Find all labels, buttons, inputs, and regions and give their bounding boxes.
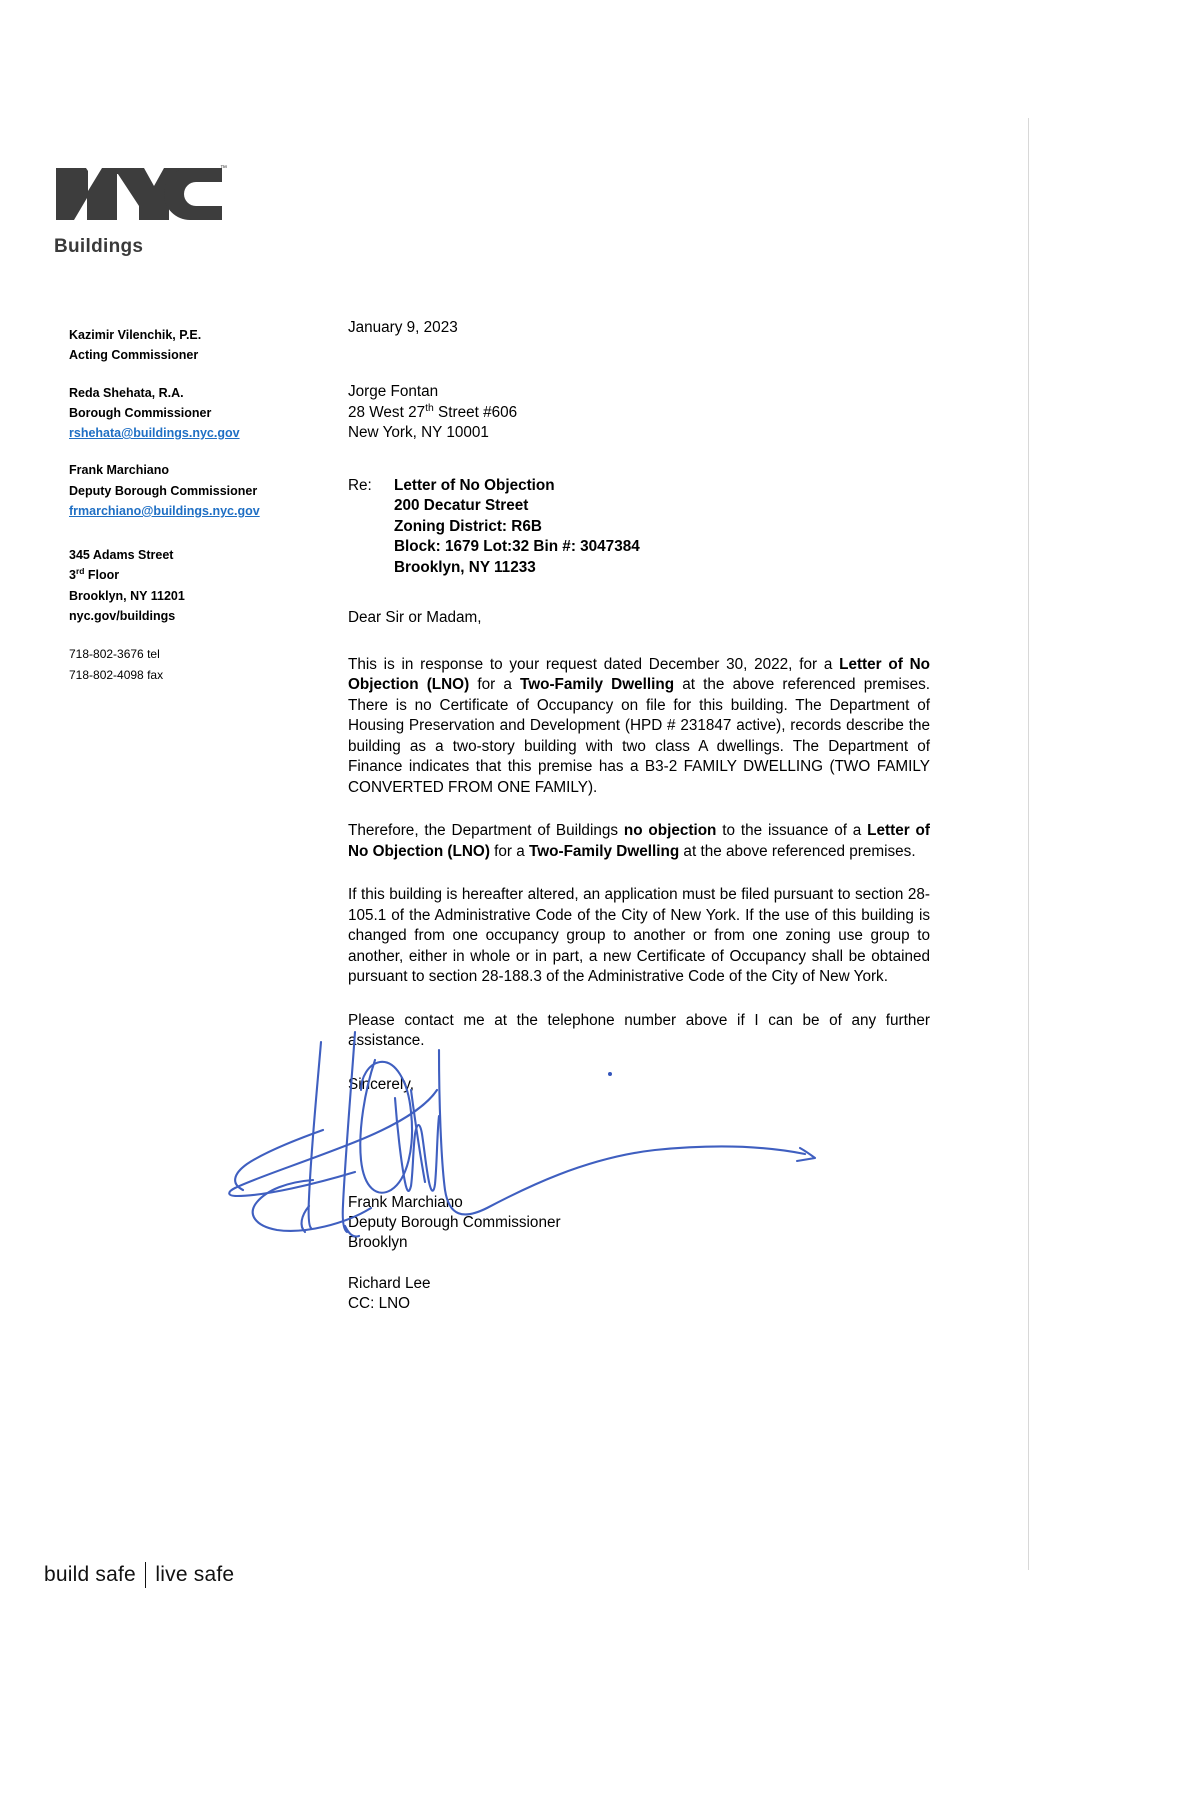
- p1-bold2: Two-Family Dwelling: [520, 676, 675, 694]
- sidebar-office-address: [69, 545, 301, 626]
- letter-date: January 9, 2023: [348, 319, 458, 336]
- p2-part1: Therefore, the Department of Buildings: [348, 822, 624, 840]
- footer-tagline: [44, 1562, 234, 1588]
- signer-borough: Brooklyn: [348, 1234, 408, 1252]
- office-fax: 718-802-4098 fax: [69, 667, 164, 682]
- office-city-state-zip: Brooklyn, NY 11201: [69, 588, 185, 603]
- sidebar-deputy-commissioner-block: [69, 460, 301, 521]
- deputy-commissioner-title: Deputy Borough Commissioner: [69, 483, 258, 498]
- closing: Sincerely,: [348, 1075, 415, 1093]
- tagline-divider: [145, 1562, 147, 1588]
- recipient-street: [348, 403, 930, 423]
- re-line-block-lot-bin: Block: 1679 Lot:32 Bin #: 3047384: [394, 538, 640, 556]
- re-line-address: 200 Decatur Street: [394, 497, 529, 515]
- p1-part2: for a: [469, 676, 521, 694]
- p2-part4: at the above referenced premises.: [679, 842, 916, 860]
- salutation: Dear Sir or Madam,: [348, 609, 482, 627]
- p2-bold1: no objection: [623, 822, 717, 840]
- commissioner-title: Acting Commissioner: [69, 348, 199, 363]
- logo-buildings-label: Buildings: [54, 236, 144, 257]
- re-subject-lines: [394, 476, 640, 578]
- paragraph-response: [348, 655, 930, 798]
- p2-part3: for a: [489, 842, 530, 860]
- sidebar-borough-commissioner-block: [69, 383, 301, 444]
- office-floor-ordinal: rd: [75, 566, 85, 577]
- cc-line: CC: LNO: [348, 1294, 411, 1312]
- signer-block: [348, 1193, 930, 1254]
- office-floor: [69, 565, 301, 585]
- p2-part2: to the issuance of a: [716, 822, 868, 840]
- p2-bold2: Letter of No Objection (LNO): [348, 822, 930, 860]
- recipient-name: Jorge Fontan: [348, 383, 439, 401]
- re-subject-block: [348, 476, 930, 578]
- signer-name: Frank Marchiano: [348, 1194, 463, 1212]
- page-margin-area: [1029, 0, 1200, 1800]
- re-line-zoning: Zoning District: R6B: [394, 517, 542, 535]
- signer-title: Deputy Borough Commissioner: [348, 1214, 561, 1232]
- p1-part1: This is in response to your request dated December 30, 2022, for a: [348, 655, 840, 673]
- paragraph-no-objection: [348, 821, 930, 862]
- paragraph-alteration-notice: If this building is hereafter altered, an application must be filed pursuant to section 28-105.1 of the Administrative Code of the City of New York. If the use of this building is changed from one occupancy group to another or from one zoning use group to another, either in whole or in part, a new Certificate of Occupancy shall be obtained pursuant to section 28-188.3 of the Administrative Code of the City of New York.: [348, 886, 930, 986]
- tagline-live-safe: live safe: [155, 1563, 235, 1586]
- office-street: 345 Adams Street: [69, 548, 174, 562]
- recipient-street-suffix: Street #606: [433, 403, 518, 421]
- office-telephone: 718-802-3676 tel: [69, 647, 160, 661]
- deputy-commissioner-name: Frank Marchiano: [69, 463, 170, 478]
- re-line-subject: Letter of No Objection: [394, 476, 555, 494]
- cc-block: [348, 1274, 930, 1314]
- tagline-build-safe: build safe: [44, 1563, 136, 1586]
- paragraph-contact: Please contact me at the telephone number above if I can be of any further assistance.: [348, 1011, 930, 1050]
- sidebar-commissioner-block: [69, 325, 301, 366]
- borough-commissioner-email-link[interactable]: rshehata@buildings.nyc.gov: [69, 426, 240, 440]
- ink-mark: [608, 1072, 612, 1076]
- commissioner-name: Kazimir Vilenchik, P.E.: [69, 328, 202, 342]
- sidebar-phone-block: [69, 644, 301, 685]
- recipient-street-ordinal: th: [425, 402, 434, 414]
- letter-body: [348, 318, 930, 1314]
- borough-commissioner-title: Borough Commissioner: [69, 405, 212, 420]
- svg-text:™: ™: [220, 165, 227, 172]
- re-line-city: Brooklyn, NY 11233: [394, 558, 536, 576]
- cc-name: Richard Lee: [348, 1274, 431, 1292]
- office-floor-suffix: Floor: [84, 568, 120, 583]
- borough-commissioner-name: Reda Shehata, R.A.: [69, 385, 184, 400]
- nyc-buildings-logo: [52, 158, 312, 258]
- recipient-address-block: [348, 382, 930, 443]
- p1-part3: at the above referenced premises. There is no Certificate of Occupancy on file for this building. The Department of Housing Preservation and Development (HPD # 231847 active), records describe the building as a two-story building with two class A dwellings. The Department of Finance indicates that this premise has a B3-2 FAMILY DWELLING (TWO FAMILY CONVERTED FROM ONE FAMILY).: [348, 676, 930, 796]
- deputy-commissioner-email-link[interactable]: frmarchiano@buildings.nyc.gov: [69, 503, 260, 518]
- recipient-street-prefix: 28 West 27: [348, 403, 426, 421]
- re-label: Re:: [348, 476, 372, 494]
- office-website: nyc.gov/buildings: [69, 608, 176, 623]
- p1-bold1: Letter of No Objection (LNO): [348, 655, 930, 694]
- recipient-city-state-zip: New York, NY 10001: [348, 424, 489, 442]
- letterhead-sidebar: [69, 325, 301, 702]
- p2-bold3: Two-Family Dwelling: [529, 842, 680, 860]
- office-floor-number: 3: [69, 568, 76, 583]
- nyc-logo-icon: [52, 158, 228, 230]
